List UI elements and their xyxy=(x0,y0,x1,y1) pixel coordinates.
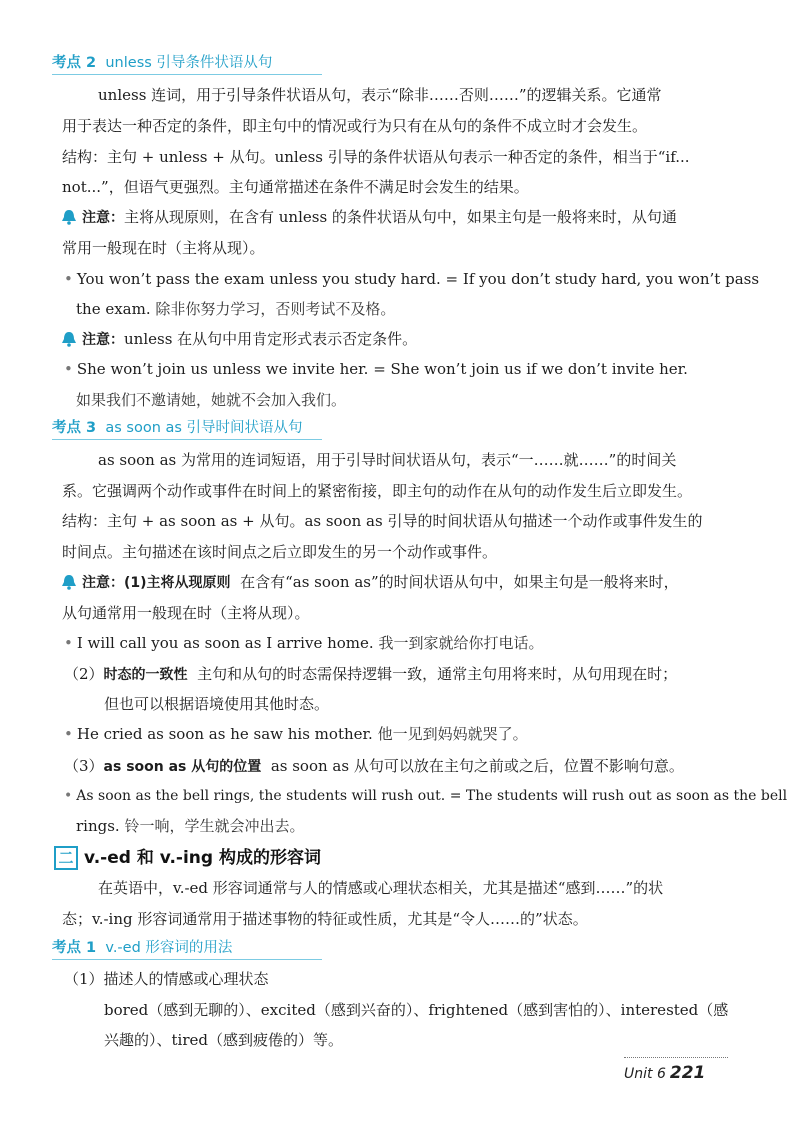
note-text: 主将从现原则，在含有 unless 的条件状语从句中，如果主句是一般将来时，从句通 xyxy=(124,208,677,226)
kaodian-2-example1-line2 xyxy=(76,299,395,319)
kaodian-2-p2-line1: 结构：主句 + unless + 从句。unless 引导的条件状语从句表示一种否定的条件，相当于“if... xyxy=(62,148,690,166)
kaodian-3-example2 xyxy=(64,724,528,744)
kaodian-3-note-line2: 从句通常用一般现在时（主将从现）。 xyxy=(62,604,310,622)
kaodian-3-example3-line1 xyxy=(64,786,787,806)
bullet: • xyxy=(64,725,73,743)
page-footer xyxy=(624,1063,705,1083)
kaodian-1-title: v.-ed 形容词的用法 xyxy=(105,940,233,956)
kaodian-1-label: 考点 1 xyxy=(52,940,97,956)
example-text: the exam. xyxy=(76,300,151,318)
kaodian-2-example2-translation: 如果我们不邀请她，她就不会加入我们。 xyxy=(76,391,347,409)
kaodian-2-note1-line2: 常用一般现在时（主将从现）。 xyxy=(62,239,265,257)
example-translation: 他一见到妈妈就哭了。 xyxy=(377,725,528,743)
kaodian-3-p1-line2: 系。它强调两个动作或事件在时间上的紧密衔接，即主句的动作在从句的动作发生后立即发生。 xyxy=(62,482,693,500)
example-translation: 铃一响，学生就会冲出去。 xyxy=(124,817,305,835)
kaodian-3-p2-line2: 时间点。主句描述在该时间点之后立即发生的另一个动作或事件。 xyxy=(62,543,498,561)
point-text: 主句和从句的时态需保持逻辑一致，通常主句用将来时，从句用现在时； xyxy=(197,665,678,683)
note-label: 注意： xyxy=(82,332,124,348)
kaodian-2-title: unless 引导条件状语从句 xyxy=(105,55,273,71)
example-text: I will call you as soon as I arrive home. xyxy=(76,634,374,652)
bullet: • xyxy=(64,634,73,652)
footer-divider xyxy=(624,1057,728,1059)
unit-label: Unit 6 xyxy=(624,1066,666,1082)
kaodian-2-example1-line1 xyxy=(64,269,759,289)
bell-icon xyxy=(60,331,78,347)
section-2-p1-line1: 在英语中，v.-ed 形容词通常与人的情感或心理状态相关，尤其是描述“感到……”的状 xyxy=(98,879,664,897)
section-title-text: v.-ed 和 v.-ing 构成的形容词 xyxy=(84,848,321,868)
heading-underline xyxy=(52,959,322,960)
kaodian-1-words-line1: bored（感到无聊的）、excited（感到兴奋的）、frightened（感到害怕的）、interested（感 xyxy=(104,1001,729,1019)
heading-underline xyxy=(52,74,322,75)
bullet: • xyxy=(64,270,73,288)
section-2-p1-line2: 态；v.-ing 形容词通常用于描述事物的特征或性质，尤其是“令人……的”状态。 xyxy=(62,910,588,928)
note-text: 在含有“as soon as”的时间状语从句中，如果主句是一般将来时， xyxy=(240,573,679,591)
example-text: She won’t join us unless we invite her. = She won’t join us if we don’t invite her. xyxy=(76,360,688,378)
kaodian-2-p1-line1: unless 连词，用于引导条件状语从句，表示“除非……否则……”的逻辑关系。它通常 xyxy=(98,86,662,104)
bell-icon xyxy=(60,209,78,225)
kaodian-3-heading xyxy=(52,418,303,438)
kaodian-2-label: 考点 2 xyxy=(52,55,97,71)
point-title: 时态的一致性 xyxy=(103,667,188,683)
kaodian-3-p1-line1: as soon as 为常用的连词短语，用于引导时间状语从句，表示“一……就……”的时间关 xyxy=(98,451,677,469)
point-number: （3） xyxy=(64,757,104,775)
kaodian-2-example2 xyxy=(64,359,688,379)
note-label: 注意： xyxy=(82,575,124,591)
example-text: As soon as the bell rings, the students will rush out. = The students will rush out as soon as the bell xyxy=(76,788,788,804)
kaodian-3-point3 xyxy=(64,756,684,777)
kaodian-2-note1 xyxy=(60,207,677,228)
section-2-title xyxy=(54,846,321,870)
kaodian-1-words-line2: 兴趣的）、tired（感到疲倦的）等。 xyxy=(104,1031,343,1049)
kaodian-3-point2-line2: 但也可以根据语境使用其他时态。 xyxy=(104,695,330,713)
note-label: 注意： xyxy=(82,210,124,226)
point-number: （2） xyxy=(64,665,104,683)
note-text: unless 在从句中用肯定形式表示否定条件。 xyxy=(124,330,418,348)
page-number: 221 xyxy=(669,1063,706,1083)
section-number: 二 xyxy=(54,846,78,870)
point-text: as soon as 从句可以放在主句之前或之后，位置不影响句意。 xyxy=(270,757,684,775)
kaodian-3-title: as soon as 引导时间状语从句 xyxy=(105,420,303,436)
kaodian-3-example1 xyxy=(64,633,543,653)
example-translation: 我一到家就给你打电话。 xyxy=(378,634,544,652)
kaodian-2-p1-line2: 用于表达一种否定的条件，即主句中的情况或行为只有在从句的条件不成立时才会发生。 xyxy=(62,117,648,135)
kaodian-3-point2 xyxy=(64,664,677,685)
example-translation: 除非你努力学习，否则考试不及格。 xyxy=(155,300,396,318)
bullet: • xyxy=(64,788,73,804)
heading-underline xyxy=(52,439,322,440)
bullet: • xyxy=(64,360,73,378)
kaodian-3-p2-line1: 结构：主句 + as soon as + 从句。as soon as 引导的时间状语从句描述一个动作或事件发生的 xyxy=(62,512,703,530)
kaodian-3-label: 考点 3 xyxy=(52,420,97,436)
kaodian-2-p2-line2: not...”，但语气更强烈。主句通常描述在条件不满足时会发生的结果。 xyxy=(62,178,529,196)
kaodian-2-note2 xyxy=(60,329,417,350)
kaodian-1-point1: （1）描述人的情感或心理状态 xyxy=(64,970,269,988)
kaodian-3-note xyxy=(60,572,679,593)
example-text: rings. xyxy=(76,817,120,835)
note-point-1: (1)主将从现原则 xyxy=(124,575,231,591)
bell-icon xyxy=(60,574,78,590)
point-title: as soon as 从句的位置 xyxy=(103,759,262,775)
kaodian-2-heading xyxy=(52,53,272,73)
kaodian-1-heading xyxy=(52,938,232,958)
example-text: He cried as soon as he saw his mother. xyxy=(76,725,373,743)
kaodian-3-example3-line2 xyxy=(76,816,305,836)
example-text: You won’t pass the exam unless you study hard. = If you don’t study hard, you won’t pass xyxy=(76,270,760,288)
